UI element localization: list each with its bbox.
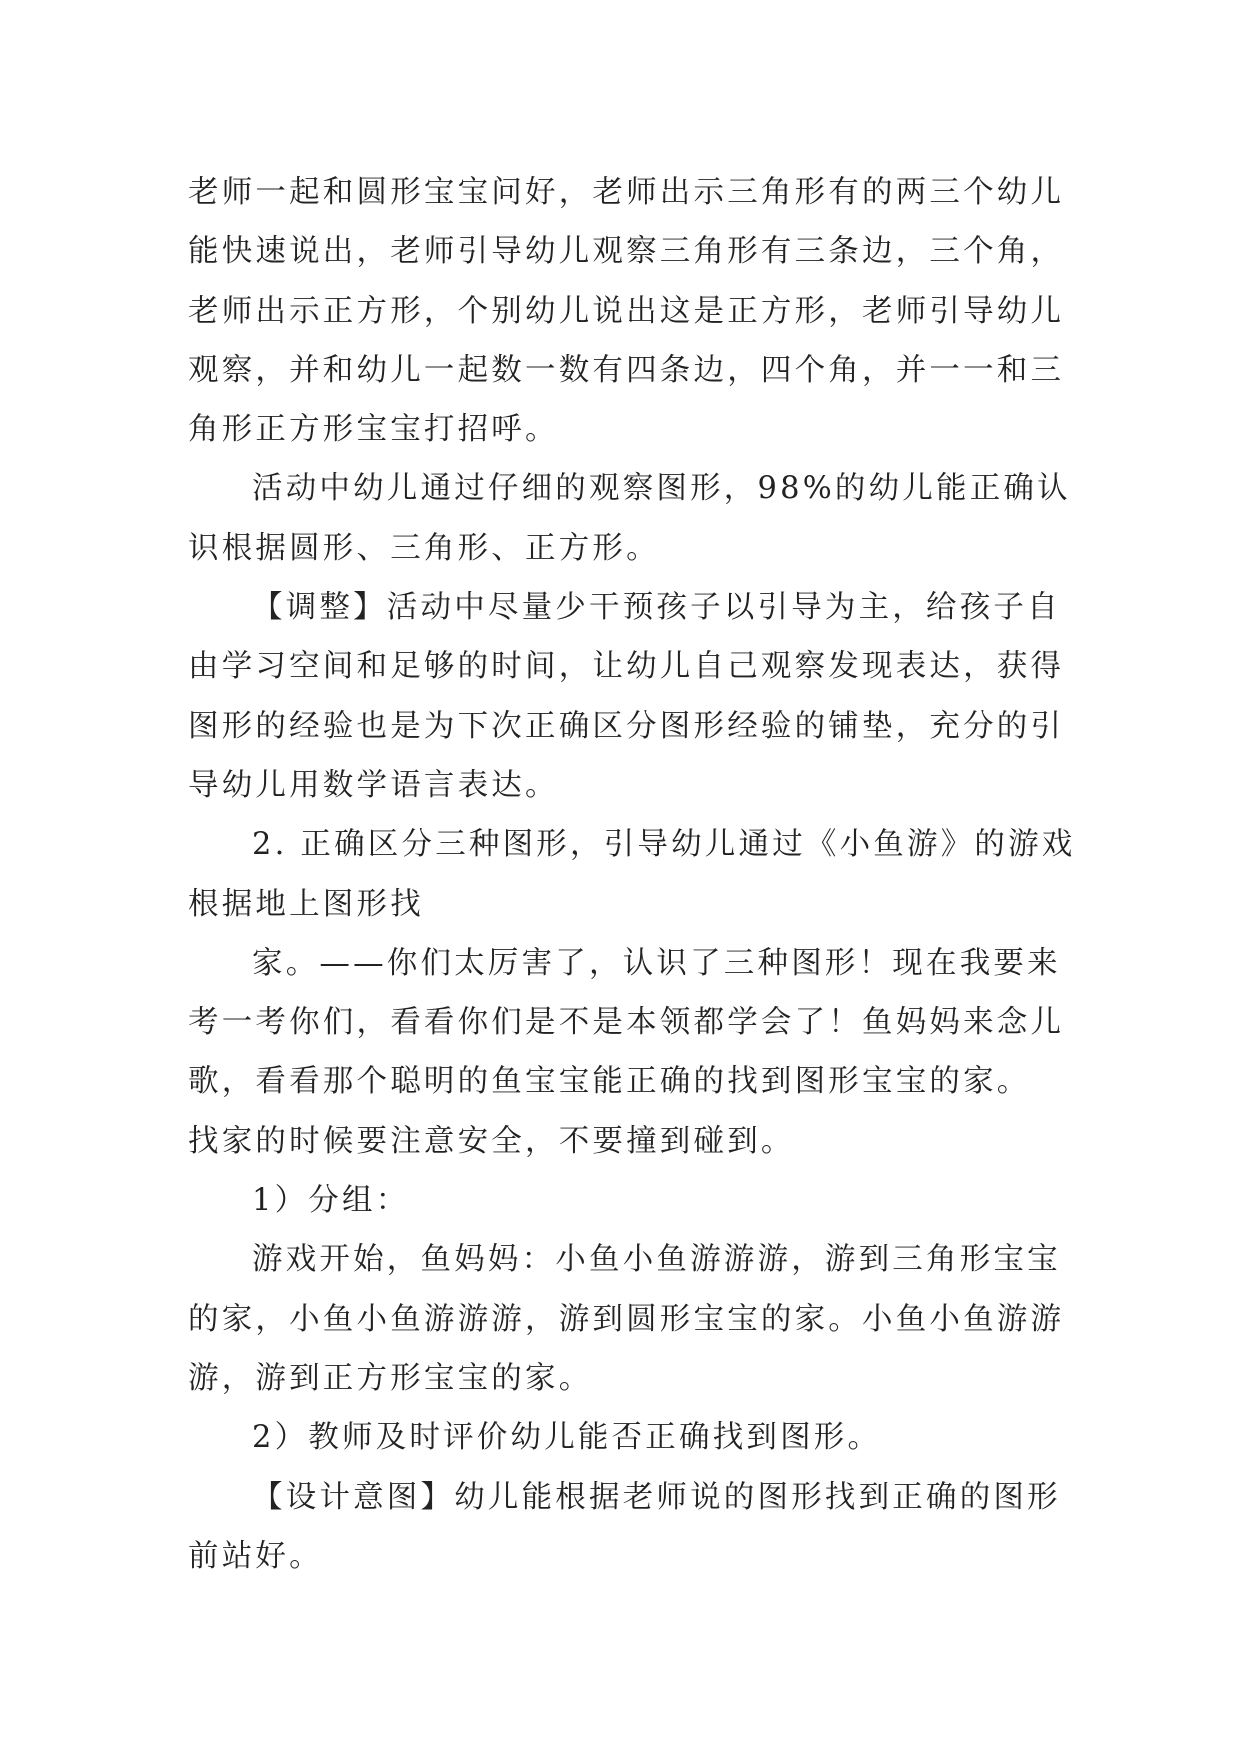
text-line: 能快速说出，老师引导幼儿观察三角形有三条边，三个角， <box>188 234 1065 270</box>
text-line: 导幼儿用数学语言表达。 <box>188 767 559 803</box>
text-line: 由学习空间和足够的时间，让幼儿自己观察发现表达，获得 <box>188 649 1065 685</box>
text-line: 活动中幼儿通过仔细的观察图形，98%的幼儿能正确认 <box>252 471 1071 507</box>
paragraph-step-two <box>188 815 1076 934</box>
text-line: 前站好。 <box>188 1538 323 1574</box>
text-line: 2）教师及时评价幼儿能否正确找到图形。 <box>252 1420 882 1456</box>
body-text <box>188 163 1076 1586</box>
text-line: 家。——你们太厉害了，认识了三种图形！现在我要来 <box>252 945 1061 981</box>
paragraph-observation-result <box>188 459 1071 578</box>
paragraph-design-intent <box>188 1468 1068 1587</box>
text-line: 游戏开始，鱼妈妈：小鱼小鱼游游游，游到三角形宝宝 <box>252 1242 1061 1278</box>
text-line: 1）分组： <box>252 1183 410 1219</box>
paragraph-game-intro <box>188 934 1068 1171</box>
text-line: 老师出示正方形，个别幼儿说出这是正方形，老师引导幼儿 <box>188 293 1065 329</box>
text-line: 根据地上图形找 <box>188 886 424 922</box>
text-line: 2. 正确区分三种图形，引导幼儿通过《小鱼游》的游戏 <box>252 827 1076 863</box>
paragraph-game-start <box>188 1230 1068 1408</box>
text-line: 找家的时候要注意安全，不要撞到碰到。 <box>188 1123 795 1159</box>
paragraph-shape-greeting <box>188 163 1068 459</box>
text-line: 角形正方形宝宝打招呼。 <box>188 412 559 448</box>
text-line: 考一考你们，看看你们是不是本领都学会了！鱼妈妈来念儿 <box>188 1005 1065 1041</box>
text-line: 老师一起和圆形宝宝问好，老师出示三角形有的两三个幼儿 <box>188 175 1065 210</box>
text-line: 【调整】活动中尽量少干预孩子以引导为主，给孩子自 <box>252 590 1061 626</box>
text-line: 歌，看看那个聪明的鱼宝宝能正确的找到图形宝宝的家。 <box>188 1064 1031 1100</box>
text-line: 【设计意图】幼儿能根据老师说的图形找到正确的图形 <box>252 1479 1061 1515</box>
text-line: 图形的经验也是为下次正确区分图形经验的铺垫，充分的引 <box>188 708 1065 744</box>
paragraph-adjustment <box>188 578 1068 815</box>
text-line: 识根据圆形、三角形、正方形。 <box>188 530 660 566</box>
text-line: 观察，并和幼儿一起数一数有四条边，四个角，并一一和三 <box>188 352 1065 388</box>
paragraph-grouping <box>188 1171 1068 1230</box>
text-line: 的家，小鱼小鱼游游游，游到圆形宝宝的家。小鱼小鱼游游 <box>188 1301 1065 1337</box>
paragraph-evaluation <box>188 1408 1068 1467</box>
text-line: 游，游到正方形宝宝的家。 <box>188 1360 593 1396</box>
